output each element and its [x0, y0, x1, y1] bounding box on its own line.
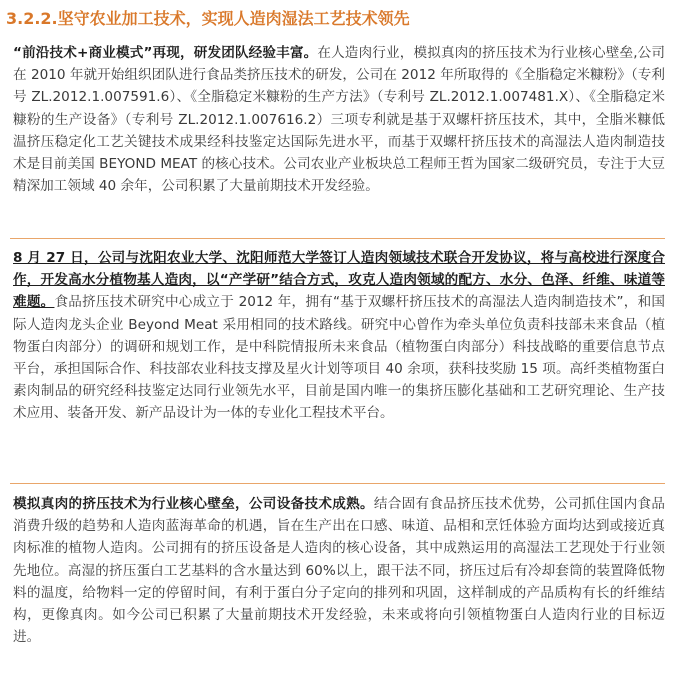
- paragraph-body: 食品挤压技术研究中心成立于 2012 年，拥有“基于双螺杆挤压技术的高湿法人造肉制造技术”，和国际人造肉龙头企业 Beyond Meat 采用相同的技术路线。研究中心曾作为牵头单位负责科技部未来食品（植物蛋白肉部分）的调研和规划工作，是中科院情报所未来食品（植物蛋白肉部分）科技战略的重要信息节点平台，承担国际合作、科技部农业科技支撑及星火计划等项目 40 余项，获科技奖励 15 项。高纤类植物蛋白素肉制品的研究经科技鉴定达同行业领先水平，目前是国内唯一的集挤压膨化基础和工艺研究理论、生产技术应用、装备开发、新产品设计为一体的专业化工程技术平台。: [13, 294, 666, 422]
- paragraph-body: 在人造肉行业，模拟真肉的挤压技术为行业核心壁垒,公司在 2010 年就开始组织团队进行食品类挤压技术的研发，公司在 2012 年所取得的《全脂稳定米糠粉》（专利号 ZL.2012.1.007591.6）、《全脂稳定米糠粉的生产方法》（专利号 ZL.2012.1.007481.X）、《全脂稳定米糠粉的生产设备》（专利号 ZL.2012.1.007616.2）三项专利就是基于双螺杆挤压技术，其中，全脂米糠低温挤压稳定化工艺关键技术成果经科技鉴定达国际先进水平，而基于双螺杆挤压技术的高湿法人造肉制造技术是目前美国 BEYOND MEAT 的核心技术。公司农业产业板块总工程师王哲为国家二级研究员，专注于大豆精深加工领域 40 余年，公司积累了大量前期技术开发经验。: [13, 45, 665, 195]
- section-number: 3.2.2.: [6, 9, 58, 28]
- section-divider: [10, 483, 665, 484]
- section-heading: [6, 8, 667, 30]
- paragraph-lead: 模拟真肉的挤压技术为行业核心壁垒，公司设备技术成熟。: [13, 496, 374, 512]
- paragraph-body: 结合固有食品挤压技术优势，公司抓住国内食品消费升级的趋势和人造肉蓝海革命的机遇，旨在生产出在口感、味道、品相和烹饪体验方面均达到或接近真肉标准的植物人造肉。公司拥有的挤压设备是人造肉的核心设备，其中成熟运用的高湿法工艺现处于行业领先地位。高湿的挤压蛋白工艺基料的含水量达到 60%以上，跟干法不同，挤压过后有冷却套筒的装置降低物料的温度，给物料一定的停留时间，有利于蛋白分子定向的排列和巩固，这样制成的产品质构有长的纤维结构，更像真肉。如今公司已积累了大量前期技术开发经验，未来或将向引领植物蛋白人造肉行业的目标迈进。: [13, 496, 666, 646]
- paragraph-lead: “前沿技术+商业模式”再现，研发团队经验丰富。: [13, 45, 318, 61]
- paragraph-lead: 8 月 27 日，公司与沈阳农业大学、沈阳师范大学签订人造肉领域技术联合开发协议，将与高校进行深度合作，开发高水分植物基人造肉，以“产学研”结合方式，攻克人造肉领域的配方、水分、色泽、纤维、味道等难题。: [13, 250, 665, 311]
- paragraph-university-cooperation: [13, 247, 665, 425]
- section-divider: [10, 238, 665, 239]
- section-title: 坚守农业加工技术，实现人造肉湿法工艺技术领先: [57, 9, 410, 28]
- paragraph-rd-team: [13, 42, 665, 197]
- paragraph-extrusion-technology: [13, 493, 665, 648]
